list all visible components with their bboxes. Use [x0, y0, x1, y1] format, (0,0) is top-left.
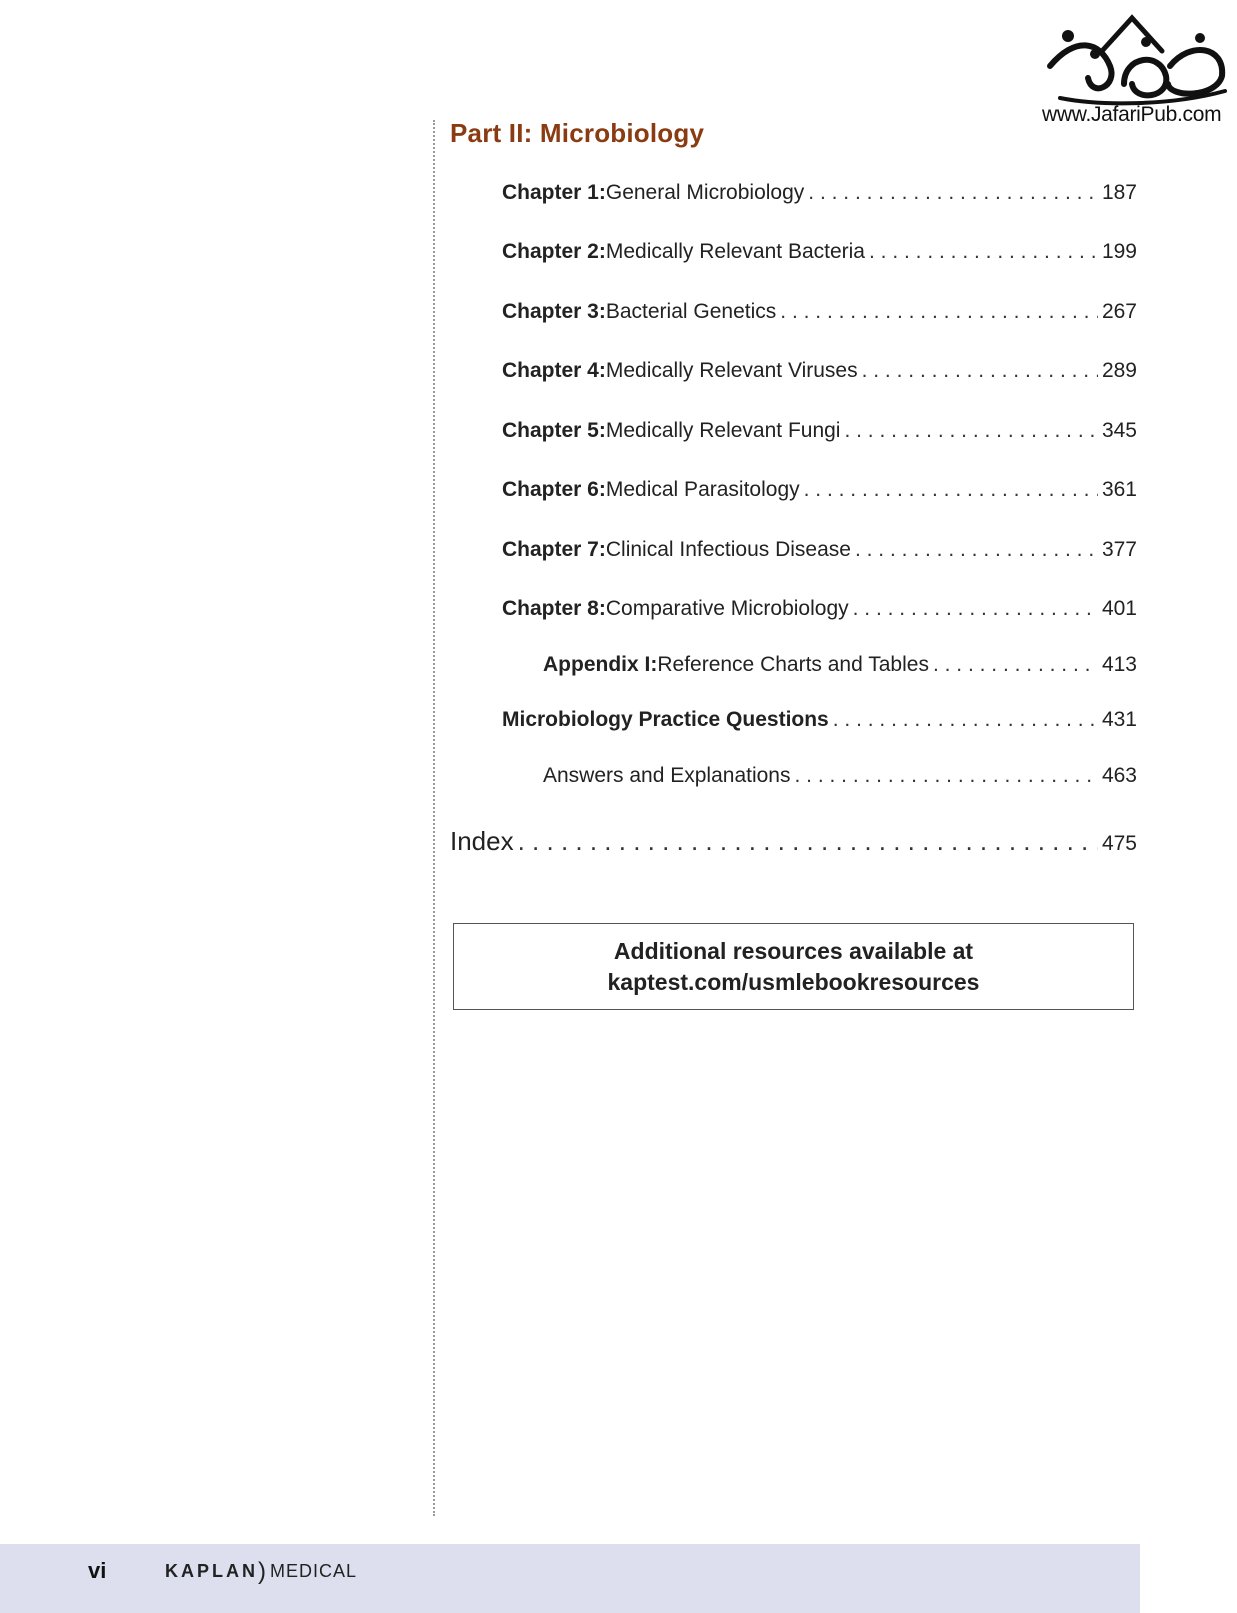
brand-name: KAPLAN — [165, 1561, 258, 1581]
toc-entry-index[interactable] — [450, 826, 1137, 857]
dot-leader — [853, 597, 1098, 621]
toc-page-number: 361 — [1101, 478, 1137, 501]
toc-title: Medically Relevant Fungi — [605, 419, 841, 442]
toc-entry-chapter-1[interactable] — [502, 181, 1137, 205]
toc-entry-chapter-6[interactable] — [502, 478, 1137, 502]
toc-entry-chapter-3[interactable] — [502, 300, 1137, 324]
resources-box — [453, 923, 1134, 1010]
toc-entry-chapter-5[interactable] — [502, 419, 1137, 443]
toc-title: Medically Relevant Bacteria — [605, 240, 865, 263]
toc-label: Microbiology Practice Questions — [502, 708, 829, 731]
toc-label: Chapter 6: — [502, 478, 606, 501]
toc-page-number: 187 — [1101, 181, 1137, 204]
toc-entry-answers[interactable] — [543, 764, 1137, 788]
dot-leader — [862, 359, 1098, 383]
toc-entry-chapter-2[interactable] — [502, 240, 1137, 264]
toc-page-number: 401 — [1101, 597, 1137, 620]
toc-title: Comparative Microbiology — [605, 597, 849, 620]
watermark-url: www.JafariPub.com — [1042, 103, 1222, 126]
brand-suffix: MEDICAL — [270, 1561, 358, 1581]
dot-leader — [808, 181, 1098, 205]
dot-leader — [869, 240, 1098, 264]
toc-title: Bacterial Genetics — [605, 300, 777, 323]
toc-label: Appendix I: — [543, 653, 658, 676]
resources-line-1: Additional resources available at — [613, 938, 974, 964]
dot-leader — [855, 538, 1098, 562]
dot-leader — [794, 764, 1097, 788]
toc-label: Chapter 1: — [502, 181, 606, 204]
toc-label: Chapter 4: — [502, 359, 606, 382]
toc-page-number: 345 — [1101, 419, 1137, 442]
brand-swoosh-icon: ) — [258, 1557, 266, 1585]
dot-leader — [844, 419, 1097, 443]
resources-link[interactable]: kaptest.com/usmlebookresources — [607, 969, 980, 995]
toc-page-number: 199 — [1101, 240, 1137, 263]
toc-label: Chapter 8: — [502, 597, 606, 620]
dot-leader — [804, 478, 1098, 502]
toc-entry-practice-questions[interactable] — [502, 708, 1137, 732]
part-title: Part II: Microbiology — [450, 118, 705, 148]
toc-title: Medically Relevant Viruses — [605, 359, 858, 382]
toc-entry-appendix-1[interactable] — [543, 653, 1137, 677]
toc-page-number: 475 — [1101, 832, 1137, 855]
toc-entry-chapter-8[interactable] — [502, 597, 1137, 621]
toc-title: Index — [450, 826, 514, 856]
toc-title: Medical Parasitology — [605, 478, 800, 501]
dot-leader — [780, 300, 1098, 324]
toc-page-number: 413 — [1101, 653, 1137, 676]
toc-page-number: 377 — [1101, 538, 1137, 561]
dot-leader — [518, 826, 1098, 857]
dot-leader — [833, 708, 1098, 732]
toc-label: Chapter 7: — [502, 538, 606, 561]
dot-leader — [933, 653, 1098, 677]
toc-entry-chapter-4[interactable] — [502, 359, 1137, 383]
toc-page-number: 431 — [1101, 708, 1137, 731]
toc-page-number: 289 — [1101, 359, 1137, 382]
toc-label: Chapter 3: — [502, 300, 606, 323]
toc-title: Clinical Infectious Disease — [605, 538, 851, 561]
page-number: vi — [88, 1558, 107, 1583]
toc-label: Chapter 2: — [502, 240, 606, 263]
toc-title: General Microbiology — [605, 181, 805, 204]
toc-page-number: 267 — [1101, 300, 1137, 323]
toc-label: Chapter 5: — [502, 419, 606, 442]
toc-title: Answers and Explanations — [543, 764, 791, 787]
toc-entry-chapter-7[interactable] — [502, 538, 1137, 562]
toc-title: Reference Charts and Tables — [657, 653, 929, 676]
publisher-logo — [165, 1557, 358, 1585]
margin-rule — [433, 120, 435, 1516]
toc-page-number: 463 — [1101, 764, 1137, 787]
